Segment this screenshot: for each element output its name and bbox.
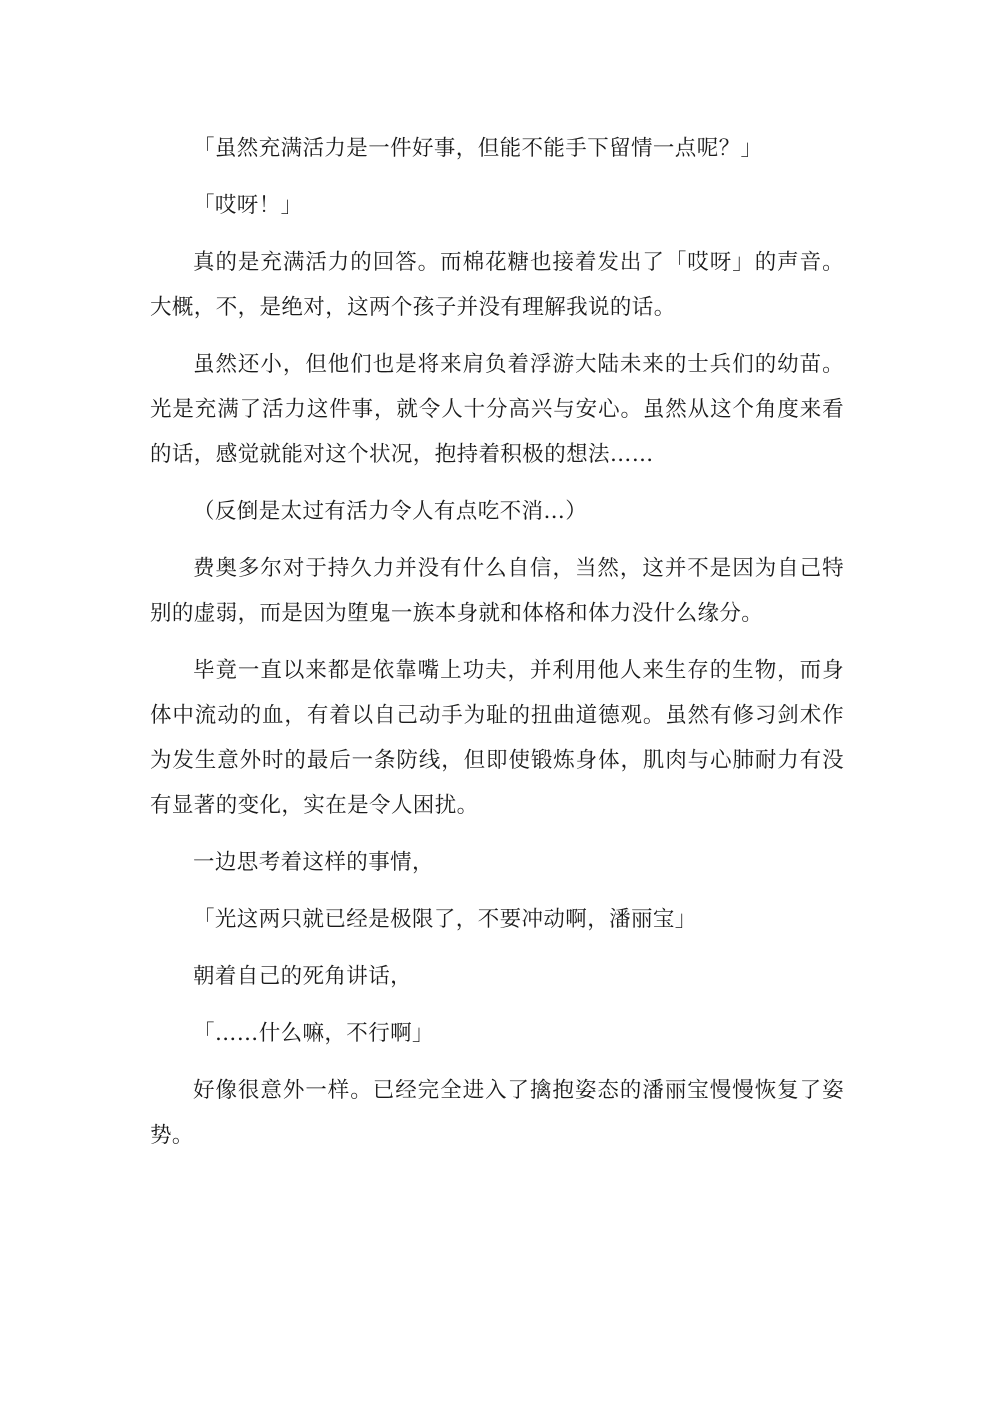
paragraph-7: 毕竟一直以来都是依靠嘴上功夫，并利用他人来生存的生物，而身体中流动的血，有着以自己动手为耻的扭曲道德观。虽然有修习剑术作为发生意外时的最后一条防线，但即使锻炼身体，肌肉与心肺耐力有没有显著的变化，实在是令人困扰。 xyxy=(150,658,844,818)
paragraph-4: 虽然还小，但他们也是将来肩负着浮游大陆未来的士兵们的幼苗。光是充满了活力这件事，就令人十分高兴与安心。虽然从这个角度来看的话，感觉就能对这个状况，抱持着积极的想法…… xyxy=(150,352,844,467)
paragraph-11: 「……什么嘛，不行啊」 xyxy=(193,1021,434,1046)
paragraph-6: 费奥多尔对于持久力并没有什么自信，当然，这并不是因为自己特别的虚弱，而是因为堕鬼一族本身就和体格和体力没什么缘分。 xyxy=(150,556,844,626)
paragraph-12: 好像很意外一样。已经完全进入了擒抱姿态的潘丽宝慢慢恢复了姿势。 xyxy=(150,1078,844,1148)
paragraph-10: 朝着自己的死角讲话， xyxy=(193,964,413,989)
paragraph-2: 「哎呀！」 xyxy=(193,193,303,218)
paragraph-3: 真的是充满活力的回答。而棉花糖也接着发出了「哎呀」的声音。大概，不，是绝对，这两个孩子并没有理解我说的话。 xyxy=(150,250,844,320)
paragraph-8: 一边思考着这样的事情， xyxy=(193,850,434,875)
paragraph-5: （反倒是太过有活力令人有点吃不消…） xyxy=(193,499,588,524)
document-body xyxy=(150,126,844,1170)
paragraph-1: 「虽然充满活力是一件好事，但能不能手下留情一点呢？」 xyxy=(193,136,763,161)
paragraph-9: 「光这两只就已经是极限了，不要冲动啊，潘丽宝」 xyxy=(193,907,697,932)
